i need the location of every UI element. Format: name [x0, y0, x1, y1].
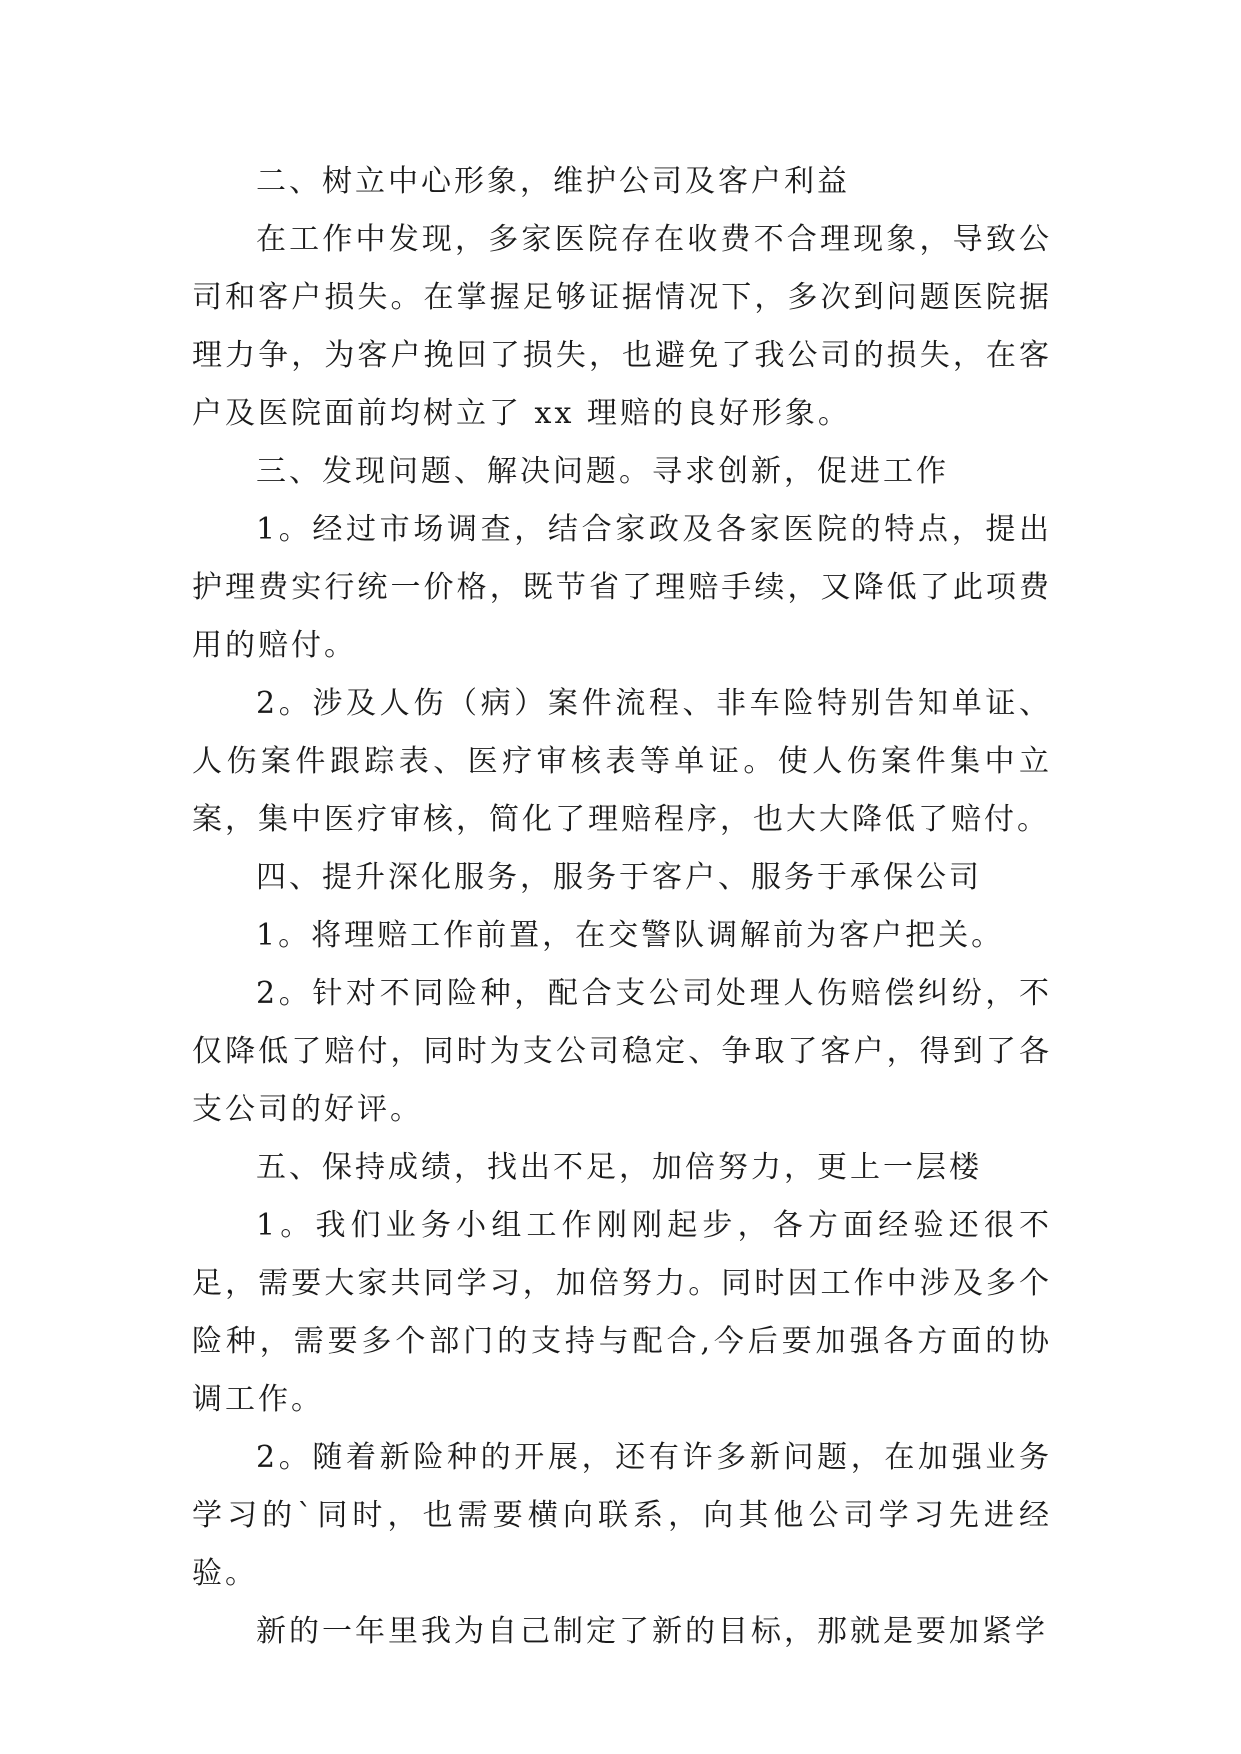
section-heading-4: 四、提升深化服务，服务于客户、服务于承保公司: [256, 860, 982, 895]
paragraph: 新的一年里我为自己制定了新的目标，那就是要加紧学: [256, 1614, 1048, 1649]
section-heading-2: 二、树立中心形象，维护公司及客户利益: [256, 164, 850, 199]
list-item: 2。涉及人伤（病）案件流程、非车险特别告知单证、人伤案件跟踪表、医疗审核表等单证。使人伤案件集中立案，集中医疗审核，简化了理赔程序，也大大降低了赔付。: [192, 686, 1052, 837]
document-body: [192, 153, 1052, 1661]
list-item: 1。经过市场调查，结合家政及各家医院的特点，提出护理费实行统一价格，既节省了理赔手续，又降低了此项费用的赔付。: [192, 512, 1052, 663]
list-item: 2。随着新险种的开展，还有许多新问题，在加强业务学习的`同时，也需要横向联系，向其他公司学习先进经验。: [192, 1440, 1052, 1591]
paragraph: 在工作中发现，多家医院存在收费不合理现象，导致公司和客户损失。在掌握足够证据情况下，多次到问题医院据理力争，为客户挽回了损失，也避免了我公司的损失，在客户及医院面前均树立了 xx 理赔的良好形象。: [192, 222, 1052, 431]
list-item: 2。针对不同险种，配合支公司处理人伤赔偿纠纷，不仅降低了赔付，同时为支公司稳定、争取了客户，得到了各支公司的好评。: [192, 976, 1052, 1127]
list-item: 1。将理赔工作前置，在交警队调解前为客户把关。: [256, 918, 1005, 953]
section-heading-5: 五、保持成绩，找出不足，加倍努力，更上一层楼: [256, 1150, 982, 1185]
section-heading-3: 三、发现问题、解决问题。寻求创新，促进工作: [256, 454, 949, 489]
list-item: 1。我们业务小组工作刚刚起步，各方面经验还很不足，需要大家共同学习，加倍努力。同时因工作中涉及多个险种，需要多个部门的支持与配合,今后要加强各方面的协调工作。: [192, 1208, 1052, 1417]
